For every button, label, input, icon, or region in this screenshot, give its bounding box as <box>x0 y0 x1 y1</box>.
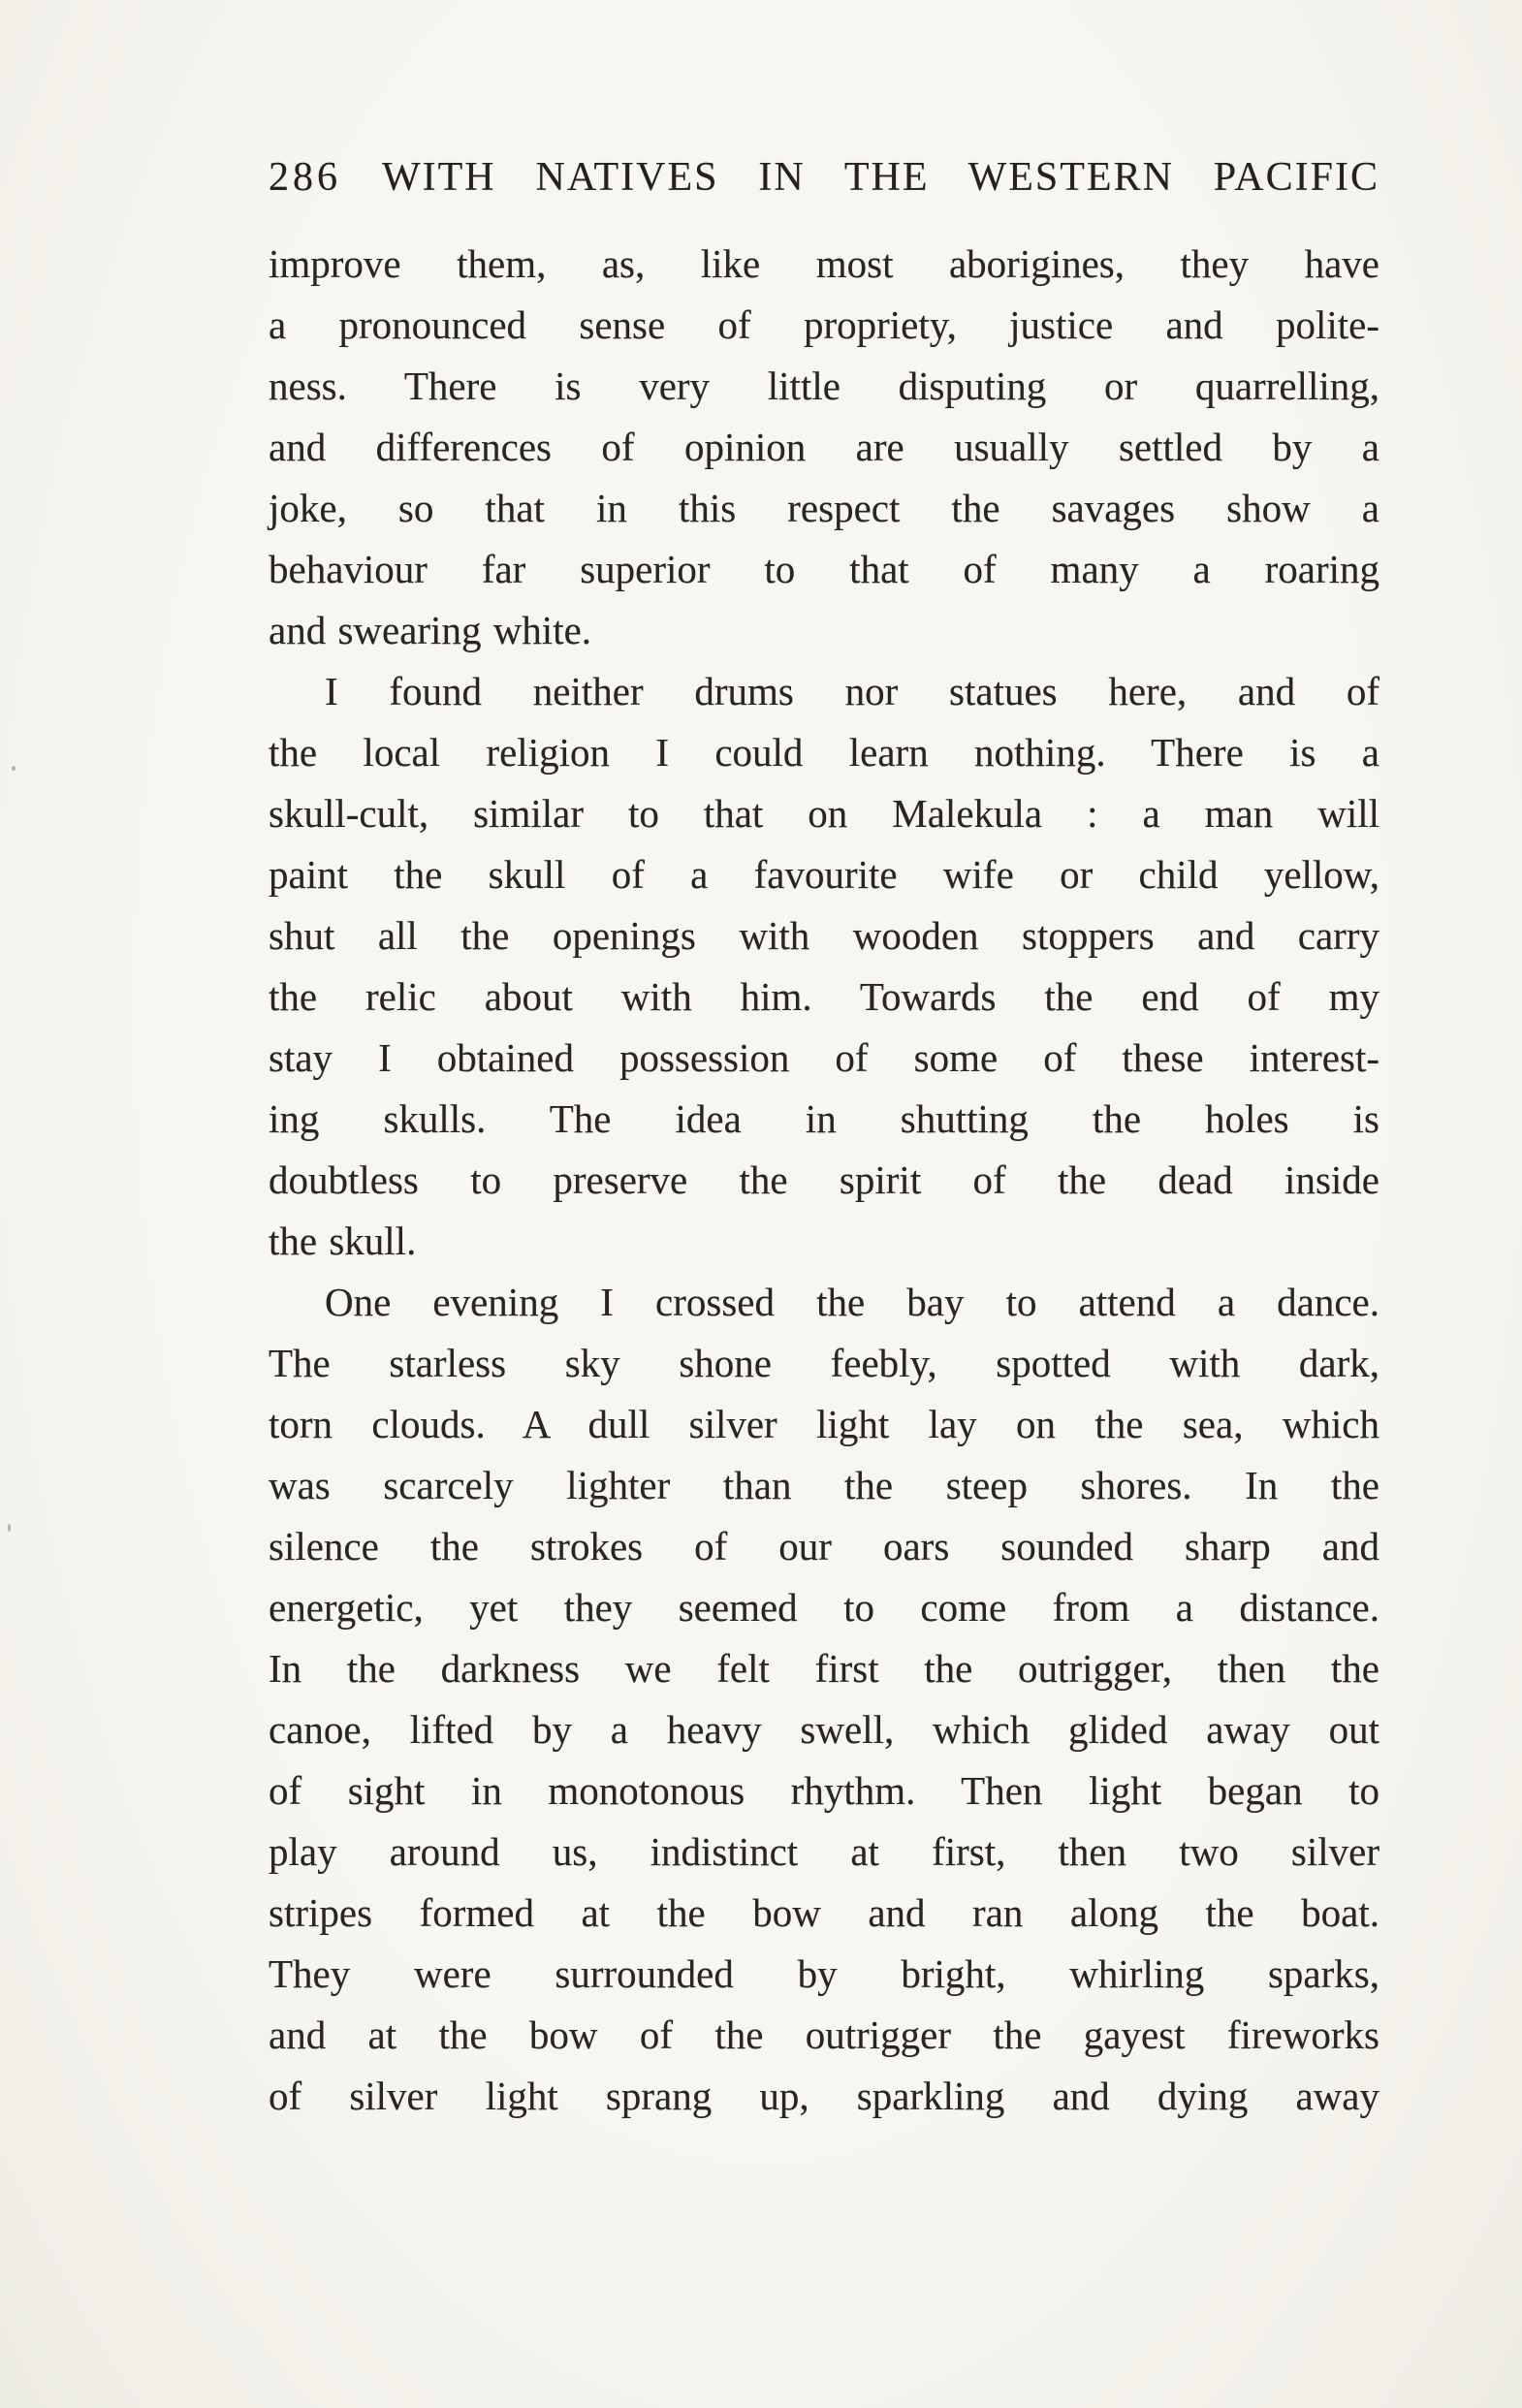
paragraph <box>269 234 1379 661</box>
text-line: of sight in monotonous rhythm. Then light began to <box>269 1768 1379 1813</box>
text-line: improve them, as, like most aborigines, they have <box>269 241 1379 286</box>
text-line: energetic, yet they seemed to come from a distance. <box>269 1585 1379 1630</box>
text-line: and swearing white. <box>269 608 592 652</box>
text-line: joke, so that in this respect the savages show a <box>269 486 1379 530</box>
text-line: shut all the openings with wooden stoppers and carry <box>269 913 1379 958</box>
text-line: paint the skull of a favourite wife or child yellow, <box>269 852 1379 897</box>
scan-speck <box>8 1524 11 1532</box>
text-line: was scarcely lighter than the steep shores. In the <box>269 1463 1379 1507</box>
text-line: play around us, indistinct at first, then two silver <box>269 1829 1379 1874</box>
text-line: a pronounced sense of propriety, justice and polite- <box>269 302 1379 347</box>
text-line: torn clouds. A dull silver light lay on the sea, which <box>269 1402 1379 1446</box>
text-line: skull-cult, similar to that on Malekula : a man will <box>269 791 1379 836</box>
text-line: ness. There is very little disputing or quarrelling, <box>269 364 1379 408</box>
text-line: canoe, lifted by a heavy swell, which glided away out <box>269 1707 1379 1752</box>
text-line: I found neither drums nor statues here, and of <box>325 669 1379 713</box>
text-block <box>269 147 1379 2127</box>
paragraph <box>269 1272 1379 2127</box>
text-line: of silver light sprang up, sparkling and dying away <box>269 2074 1379 2118</box>
text-line: the relic about with him. Towards the end of my <box>269 974 1379 1019</box>
text-line: stay I obtained possession of some of these interest- <box>269 1035 1379 1080</box>
text-line: behaviour far superior to that of many a roaring <box>269 547 1379 591</box>
text-line: ing skulls. The idea in shutting the holes is <box>269 1096 1379 1141</box>
page-number: 286 <box>269 155 341 200</box>
running-title: WITH NATIVES IN THE WESTERN PACIFIC <box>382 155 1379 200</box>
text-line: One evening I crossed the bay to attend a dance. <box>325 1280 1379 1324</box>
text-line: the skull. <box>269 1219 417 1263</box>
text-line: stripes formed at the bow and ran along the boat. <box>269 1890 1379 1935</box>
text-line: The starless sky shone feebly, spotted with dark, <box>269 1341 1379 1385</box>
body-text <box>269 234 1379 2127</box>
running-header <box>269 147 1379 208</box>
text-line: In the darkness we felt first the outrigger, then the <box>269 1646 1379 1691</box>
paragraph <box>269 661 1379 1272</box>
scan-speck <box>12 766 16 771</box>
text-line: and at the bow of the outrigger the gayest fireworks <box>269 2012 1379 2057</box>
text-line: and differences of opinion are usually settled by a <box>269 425 1379 469</box>
text-line: silence the strokes of our oars sounded sharp and <box>269 1524 1379 1568</box>
text-line: doubtless to preserve the spirit of the dead inside <box>269 1157 1379 1202</box>
text-line: They were surrounded by bright, whirling sparks, <box>269 1951 1379 1996</box>
text-line: the local religion I could learn nothing. There is a <box>269 730 1379 775</box>
